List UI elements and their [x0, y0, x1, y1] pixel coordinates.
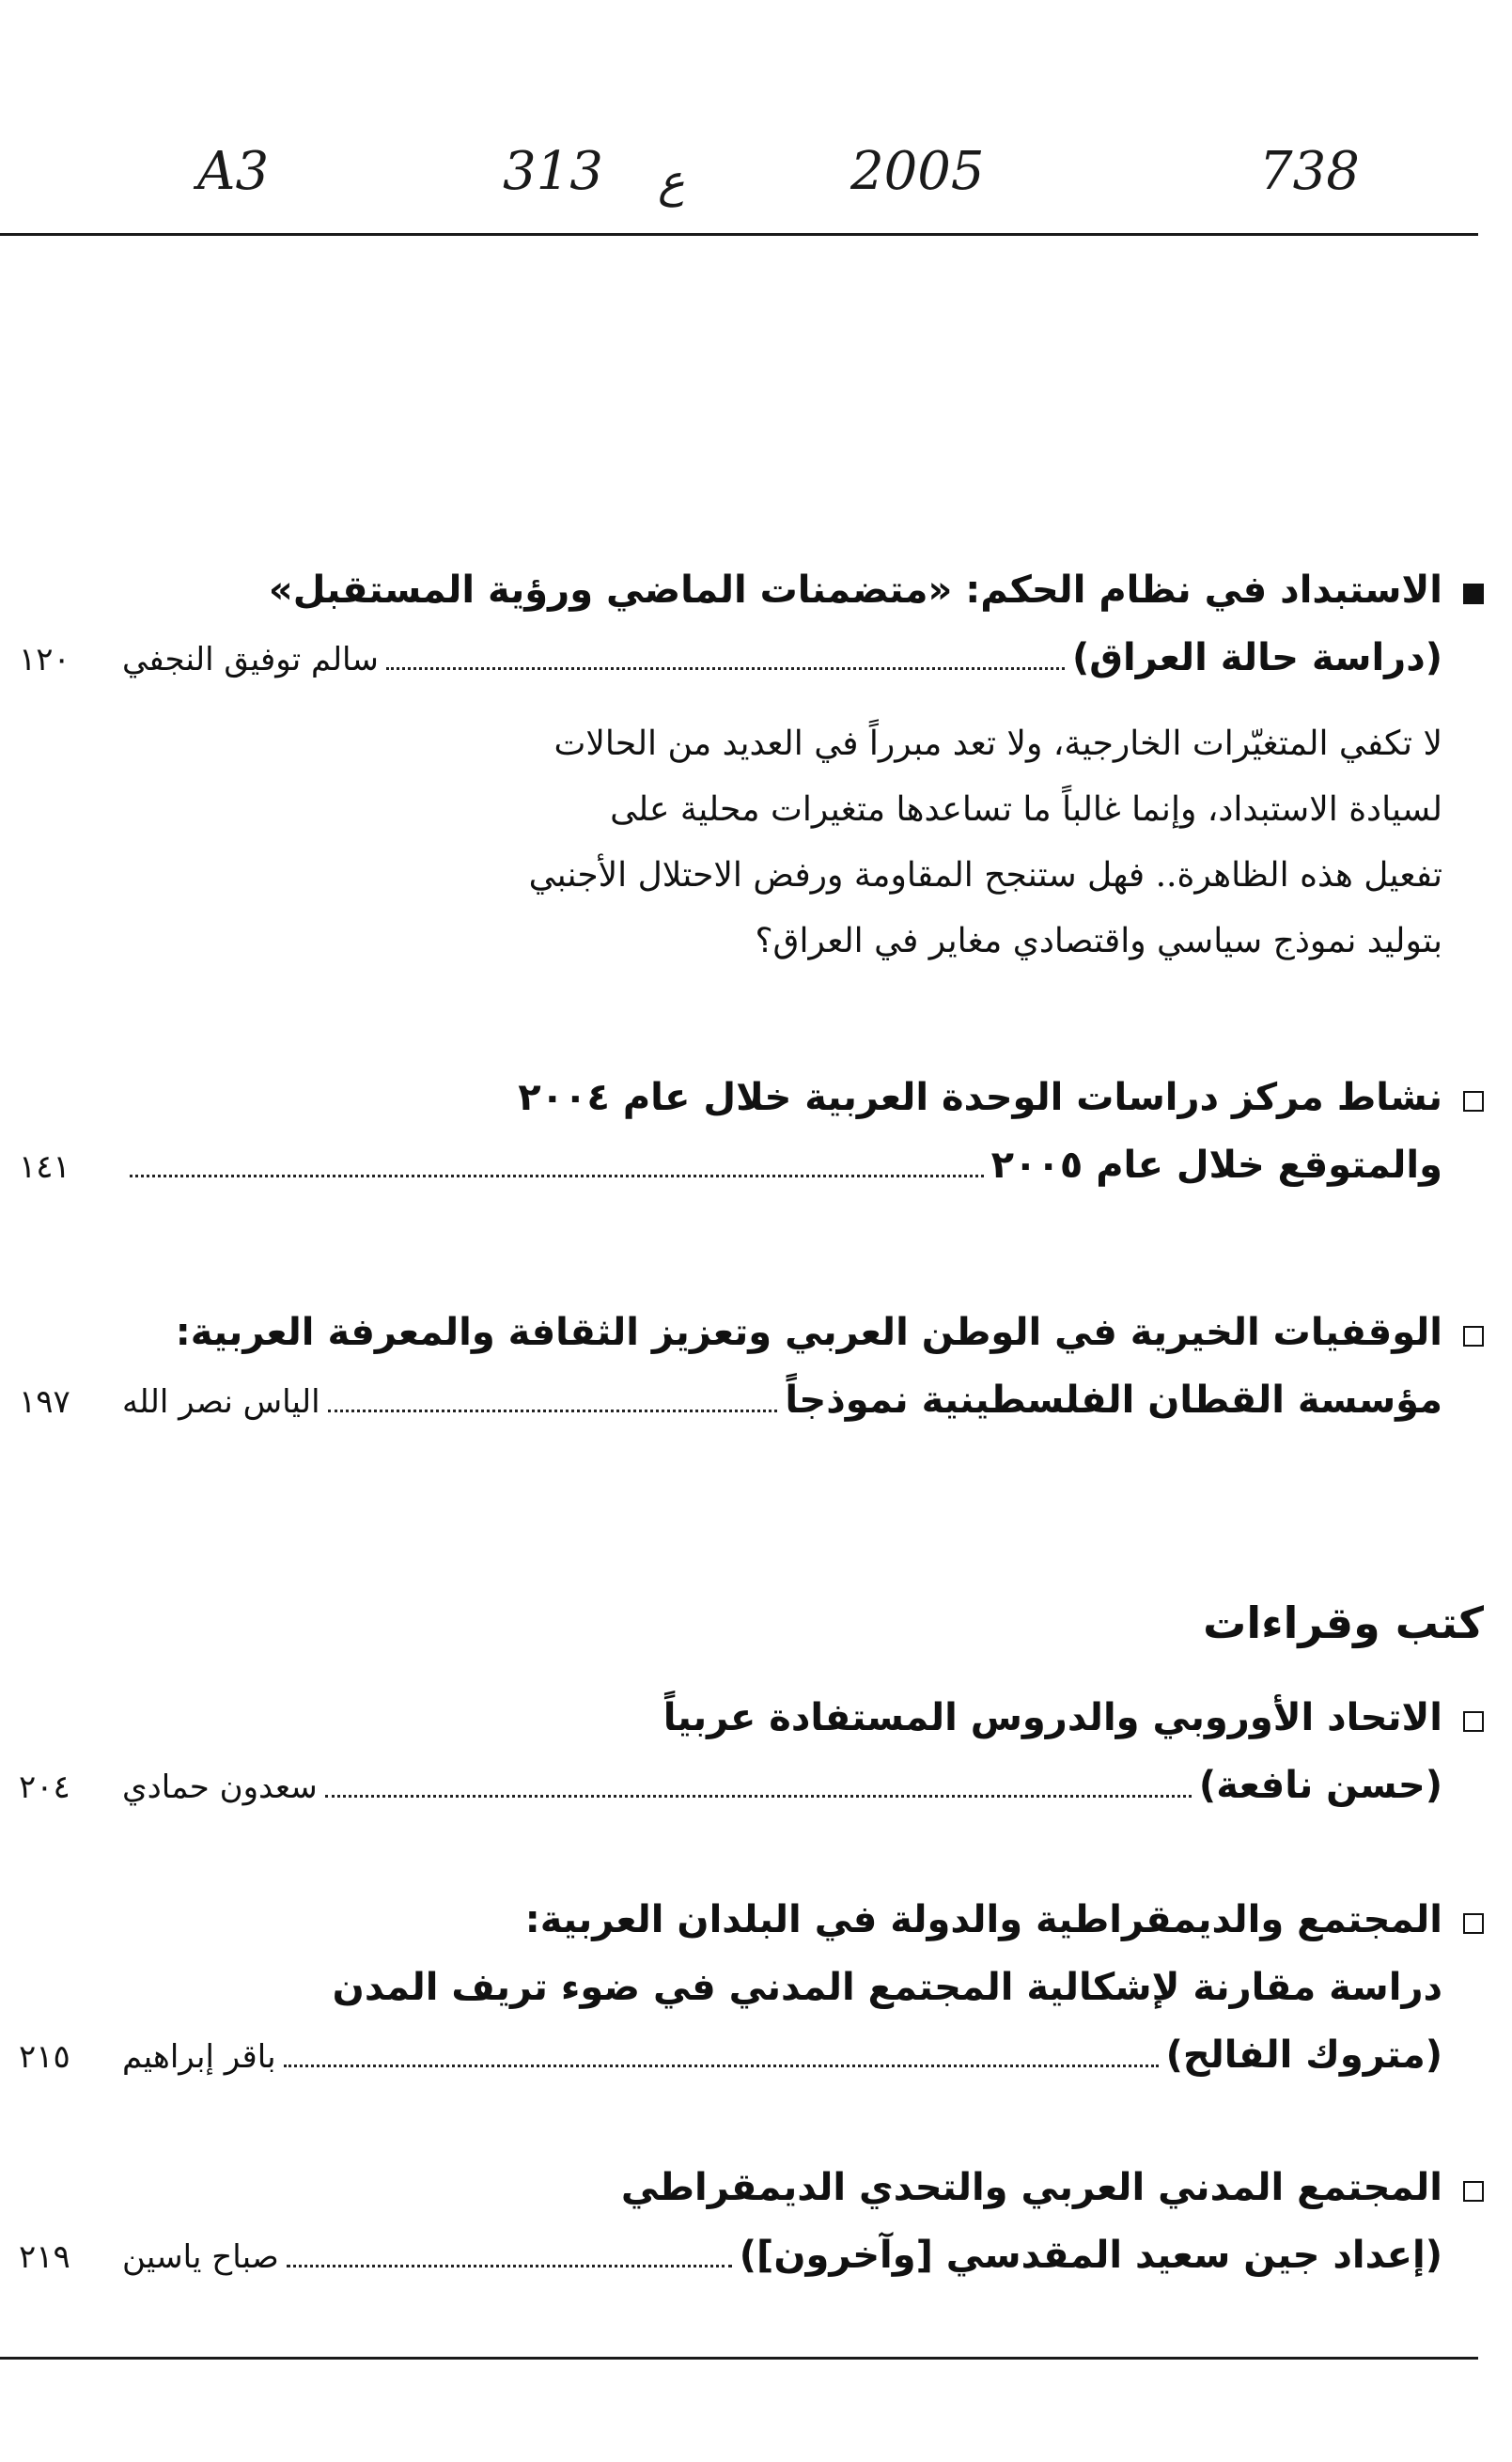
entry-title-line: (متروك الفالح): [1165, 2033, 1442, 2077]
entry-abstract: [277, 711, 1442, 974]
dot-leader: [130, 1175, 984, 1177]
entry-title-line: (دراسة حالة العراق): [1071, 636, 1442, 679]
toc-entry-2: [19, 1076, 1484, 1211]
entry-author: الياس نصر الله: [122, 1383, 320, 1421]
toc-entry-1: [19, 569, 1484, 974]
handwritten-number: 313: [503, 141, 603, 202]
bullet-square-hollow: [1463, 1711, 1484, 1732]
bullet-square-hollow: [1463, 1326, 1484, 1347]
dot-leader: [284, 2065, 1159, 2067]
handwritten-code: A3: [197, 141, 270, 202]
entry-title-line: دراسة مقارنة لإشكالية المجتمع المدني في ضوء تريف المدن: [332, 1966, 1442, 2009]
entry-page-number: ١٢٠: [19, 641, 70, 678]
entry-title-line: الاستبداد في نظام الحكم: «متضمنات الماضي ورؤية المستقبل»: [268, 569, 1442, 612]
entry-title-line: (إعداد جين سعيد المقدسي [وآخرون]): [739, 2234, 1442, 2277]
handwritten-letter: ع: [658, 155, 685, 208]
book-entry-2: [19, 1898, 1484, 2101]
bullet-square-filled: [1463, 584, 1484, 604]
entry-page-number: ١٩٧: [19, 1383, 70, 1421]
entry-title-line: الاتحاد الأوروبي والدروس المستفادة عربياً: [662, 1696, 1442, 1739]
book-entry-3: [19, 2166, 1484, 2301]
dot-leader: [287, 2265, 732, 2267]
entry-author: سعدون حمادي: [122, 1769, 318, 1806]
entry-page-number: ٢١٥: [19, 2038, 70, 2076]
entry-title-line: مؤسسة القطان الفلسطينية نموذجاً: [785, 1379, 1442, 1422]
abstract-line: تفعيل هذه الظاهرة.. فهل ستنجح المقاومة ورفض الاحتلال الأجنبي: [528, 856, 1442, 895]
bullet-square-hollow: [1463, 1913, 1484, 1934]
entry-author: باقر إبراهيم: [122, 2038, 276, 2076]
entry-author: سالم توفيق النجفي: [122, 641, 379, 678]
book-entry-1: [19, 1696, 1484, 1831]
toc-entry-3: [19, 1311, 1484, 1446]
dot-leader: [328, 1410, 778, 1412]
bullet-square-hollow: [1463, 1091, 1484, 1112]
abstract-line: لا تكفي المتغيّرات الخارجية، ولا تعد مبرراً في العديد من الحالات: [553, 725, 1442, 763]
entry-title-line: والمتوقع خلال عام ٢٠٠٥: [990, 1144, 1442, 1187]
footer-rule: [0, 2357, 1478, 2360]
header-rule: [0, 233, 1478, 236]
entry-page-number: ١٤١: [19, 1148, 70, 1186]
handwritten-item-number: 738: [1259, 141, 1360, 202]
handwritten-year: 2005: [850, 141, 985, 202]
entry-title-line: نشاط مركز دراسات الوحدة العربية خلال عام ٢٠٠٤: [518, 1076, 1442, 1119]
abstract-line: بتوليد نموذج سياسي واقتصادي مغاير في العراق؟: [755, 922, 1442, 960]
entry-page-number: ٢١٩: [19, 2238, 70, 2276]
entry-title-line: الوقفيات الخيرية في الوطن العربي وتعزيز الثقافة والمعرفة العربية:: [175, 1311, 1442, 1354]
dot-leader: [325, 1795, 1192, 1798]
entry-title-line: (حسن نافعة): [1198, 1764, 1442, 1807]
entry-page-number: ٢٠٤: [19, 1769, 70, 1806]
bullet-square-hollow: [1463, 2181, 1484, 2202]
entry-title-line: المجتمع المدني العربي والتحدي الديمقراطي: [620, 2166, 1442, 2209]
section-heading: كتب وقراءات: [1203, 1597, 1484, 1648]
entry-title-line: المجتمع والديمقراطية والدولة في البلدان العربية:: [524, 1898, 1442, 1941]
entry-author: صباح ياسين: [122, 2238, 279, 2276]
abstract-line: لسيادة الاستبداد، وإنما غالباً ما تساعدها متغيرات محلية على: [610, 790, 1442, 829]
dot-leader: [386, 667, 1065, 670]
